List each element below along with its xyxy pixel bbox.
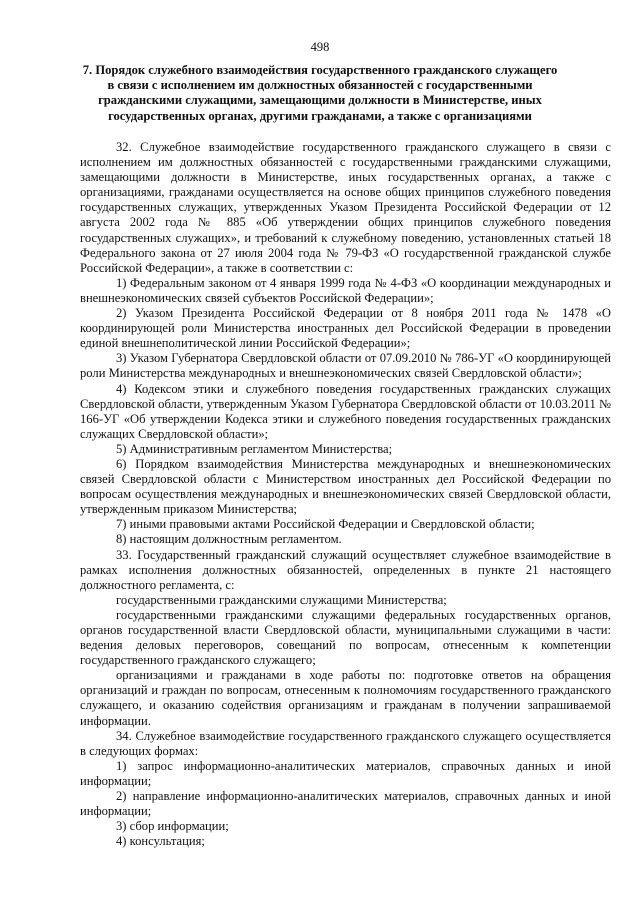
list-item: 4) консультация; [116, 834, 205, 849]
list-item: 1) Федеральным законом от 4 января 1999 года № 4-ФЗ «О координации международных и внешнеэкономических связей субъектов Российской Федерации»; [80, 275, 611, 305]
paragraph-32: 32. Служебное взаимодействие государственного гражданского служащего в связи с исполнением им должностных обязанностей с государственными гражданскими служащими, замещающими должности в Министерстве, иных государственных органах, а также с организациями, гражданами осуществляется на основе общих принципов служебного поведения государственных служащих, утвержденных Указом Президента Российской Федерации от 12 августа 2002 года № 885 «Об утверждении общих принципов служебного поведения государственных служащих», и требований к служебному поведению, установленных статьей 18 Федерального закона от 27 июля 2004 года № 79-ФЗ «О государственной гражданской службе Российской Федерации», а также в соответствии с: [80, 140, 611, 275]
list-item: 4) Кодексом этики и служебного поведения государственных гражданских служащих Свердловской области, утвержденным Указом Губернатора Свердловской области от 10.03.2011 № 166-УГ «Об утверждении Кодекса этики и служебного поведения государственных гражданских служащих Свердловской области»; [80, 381, 611, 441]
document-body [80, 140, 611, 849]
list-item: 1) запрос информационно-аналитических материалов, справочных данных и иной информации; [80, 758, 611, 788]
list-item: 2) Указом Президента Российской Федерации от 8 ноября 2011 года № 1478 «О координирующей роли Министерства иностранных дел Российской Федерации в проведении единой внешнеполитической линии Российской Федерации»; [80, 306, 611, 351]
paragraph-33: 33. Государственный гражданский служащий осуществляет служебное взаимодействие в рамках исполнения должностных обязанностей, определенных в пункте 21 настоящего должностного регламента, с: [80, 547, 611, 592]
paragraph-34: 34. Служебное взаимодействие государственного гражданского служащего осуществляется в следующих формах: [80, 728, 611, 758]
list-item: государственными гражданскими служащими Министерства; [116, 592, 447, 607]
list-item: 8) настоящим должностным регламентом. [116, 532, 342, 547]
list-item: 2) направление информационно-аналитических материалов, справочных данных и иной информации; [80, 789, 611, 819]
section-title: 7. Порядок служебного взаимодействия государственного гражданского служащего в связи с исполнением им должностных обязанностей с государственными гражданскими служащими, замещающими должности в Министерстве, иных государственных органах, другими гражданами, а также с организациями [82, 63, 558, 123]
list-item: 7) иными правовыми актами Российской Федерации и Свердловской области; [116, 517, 535, 532]
list-item: 3) сбор информации; [116, 819, 229, 834]
list-item: государственными гражданскими служащими федеральных государственных органов, органов государственной власти Свердловской области, муниципальными служащими в части: ведения деловых переговоров, совещаний по вопросам, отнесенным к компетенции государственного гражданского служащего; [80, 607, 611, 668]
page-number: 498 [310, 40, 330, 54]
list-item: 5) Административным регламентом Министерства; [116, 441, 393, 456]
list-item: 6) Порядком взаимодействия Министерства международных и внешнеэкономических связей Свердловской области с Министерством иностранных дел Российской Федерации по вопросам осуществления международных и внешнеэкономических связей Свердловской области, утвержденным приказом Министерства; [80, 456, 611, 517]
list-item: организациями и гражданами в ходе работы по: подготовке ответов на обращения организаций и граждан по вопросам, отнесенным к полномочиям государственного гражданского служащего, и оказанию содействия организациям и гражданам в получении запрашиваемой информации. [80, 668, 611, 728]
list-item: 3) Указом Губернатора Свердловской области от 07.09.2010 № 786-УГ «О координирующей роли Министерства международных и внешнеэкономических связей Свердловской области»; [80, 351, 611, 381]
